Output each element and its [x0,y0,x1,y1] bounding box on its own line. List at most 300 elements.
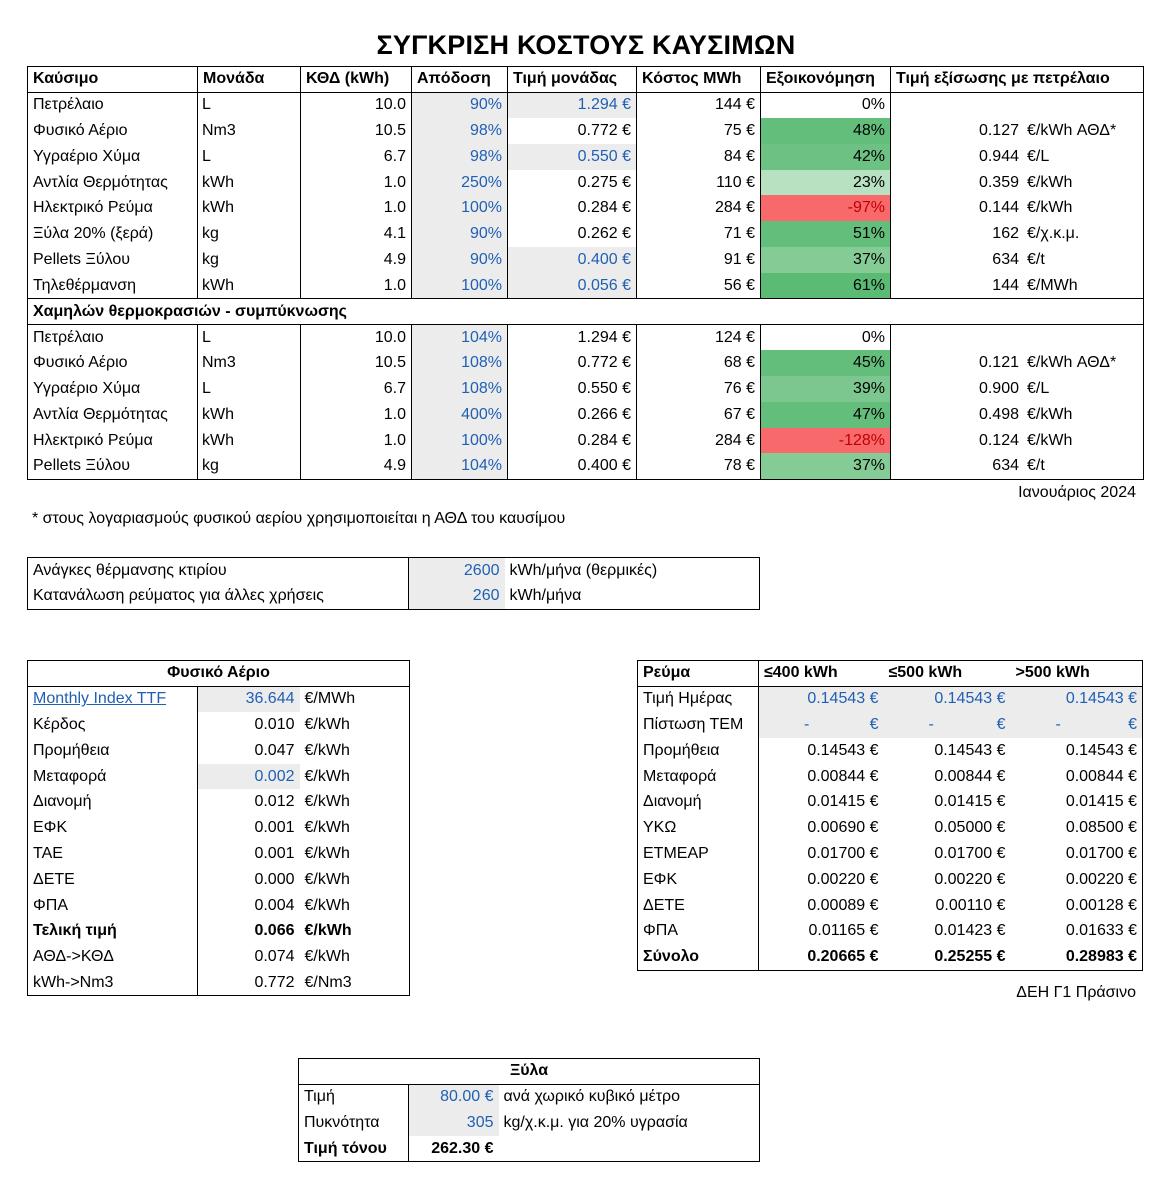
unit-price: 0.284 € [508,195,637,221]
wood-item-value[interactable]: 80.00 € [409,1084,499,1110]
column-header: Καύσιμο [28,67,198,93]
table-row [28,841,410,867]
table-row [28,712,410,738]
equivalent-unit: €/kWh ΑΘΔ* [1027,122,1117,140]
gas-item-unit: €/kWh [304,922,352,940]
elec-item-value: 0.01700 € [807,844,879,862]
equivalent-unit: €/t [1027,457,1045,475]
cost-per-mwh: 78 € [637,453,761,479]
gas-item-value: 0.001 [254,819,295,837]
elec-item-value: 0.01165 € [808,922,879,940]
elec-item-value: 0.01423 € [934,922,1006,940]
fuel-unit: kWh [198,170,301,196]
cost-per-mwh: 56 € [637,273,761,299]
needs-value-input[interactable]: 260 [409,583,505,609]
monthly-index-ttf-link[interactable]: Monthly Index TTF [33,690,167,708]
elec-item-value: 0.00110 € [935,896,1006,914]
elec-item-value: 0.00089 € [807,896,879,914]
calorific-value: 1.0 [301,428,412,454]
table-row [28,558,760,584]
savings-cell: 39% [761,376,891,402]
calorific-value: 1.0 [301,170,412,196]
elec-item-value[interactable]: 0.14543 € [884,686,1011,712]
efficiency-input[interactable]: 90% [412,92,508,118]
fuel-name: Πετρέλαιο [28,324,198,350]
efficiency-input[interactable]: 90% [412,247,508,273]
oil-equivalent-price [891,453,1144,479]
savings-cell: 23% [761,170,891,196]
elec-item-value: 0.14543 € [1065,741,1137,759]
elec-item-value[interactable] [1011,712,1143,738]
fuel-unit: kg [198,247,301,273]
gas-item-unit: €/kWh [304,819,350,837]
savings-cell: 0% [761,92,891,118]
equivalent-unit: €/kWh [1027,405,1073,423]
efficiency-input[interactable]: 250% [412,170,508,196]
table-row [638,712,1143,738]
cost-per-mwh: 91 € [637,247,761,273]
oil-equivalent-price [891,195,1144,221]
gas-item-unit: €/kWh [304,844,350,862]
equivalent-value: 144 [992,276,1019,294]
dash: - [928,715,934,733]
table-row [299,1136,760,1162]
table-row [28,764,410,790]
wood-item-value: 262.30 € [431,1139,494,1157]
wood-item-label: Τιμή τόνου [299,1136,409,1162]
table-row [28,92,1144,118]
calorific-value: 4.9 [301,247,412,273]
gas-item-unit: €/kWh [304,767,350,785]
wood-table-title: Ξύλα [299,1059,760,1085]
column-header: Μονάδα [198,67,301,93]
elec-item-value: 0.00128 € [1065,896,1137,914]
savings-cell: 0% [761,324,891,350]
table-row [638,815,1143,841]
wood-item-unit: kg/χ.κ.μ. για 20% υγρασία [503,1113,688,1131]
equivalent-value: 0.124 [978,431,1019,449]
savings-cell: 45% [761,350,891,376]
elec-item-value: 0.01415 € [807,793,879,811]
savings-cell: 42% [761,144,891,170]
oil-equivalent-price [891,376,1144,402]
table-row [638,789,1143,815]
dash: - [1055,715,1061,733]
fuel-name: Τηλεθέρμανση [28,273,198,299]
elec-item-value: 0.20665 € [807,947,879,965]
calorific-value: 6.7 [301,376,412,402]
cost-per-mwh: 68 € [637,350,761,376]
elec-item-value: 0.01700 € [1065,844,1137,862]
gas-item-value: 0.010 [254,715,295,733]
table-row [28,893,410,919]
needs-value-input[interactable]: 2600 [409,558,505,584]
equivalent-value: 0.359 [978,173,1019,191]
unit-price: 0.266 € [508,402,637,428]
gas-item-unit: €/kWh [304,948,350,966]
table-row [28,815,410,841]
fuel-name: Φυσικό Αέριο [28,118,198,144]
elec-item-value: 0.08500 € [1065,819,1137,837]
column-header: >500 kWh [1011,661,1143,687]
empty-euro-value [764,716,879,734]
elec-item-value: 0.00220 € [807,870,879,888]
fuel-unit: L [198,144,301,170]
oil-equivalent-price [891,324,1144,350]
oil-equivalent-price [891,92,1144,118]
gas-item-unit: €/Nm3 [304,973,352,991]
column-header: Ρεύμα [638,661,759,687]
gas-item-value: 0.772 [254,973,295,991]
table-row [28,453,1144,479]
fuel-comparison-table [27,66,1144,480]
fuel-name: Αντλία Θερμότητας [28,170,198,196]
cost-per-mwh: 75 € [637,118,761,144]
elec-item-value: 0.05000 € [934,819,1006,837]
wood-item-unit [499,1136,760,1162]
column-header: Κόστος MWh [637,67,761,93]
table-row [638,944,1143,970]
section-heading: Χαμηλών θερμοκρασιών - συμπύκνωσης [28,299,1144,325]
elec-item-value: 0.00220 € [1065,870,1137,888]
wood-item-value[interactable]: 305 [409,1110,499,1136]
fuel-unit: kg [198,453,301,479]
oil-equivalent-price [891,170,1144,196]
table-row [28,195,1144,221]
cost-per-mwh: 76 € [637,376,761,402]
table-row [28,867,410,893]
elec-item-label: Προμήθεια [638,738,759,764]
wood-item-label: Πυκνότητα [299,1110,409,1136]
unit-price[interactable]: 0.056 € [508,273,637,299]
gas-item-label: ΕΦΚ [28,815,198,841]
footnote: * στους λογαριασμούς φυσικού αερίου χρησιμοποιείται η ΑΘΔ του καυσίμου [32,510,566,527]
equivalent-value: 634 [992,251,1019,269]
elec-item-value: 0.00844 € [1065,767,1137,785]
oil-equivalent-price [891,350,1144,376]
table-row [638,918,1143,944]
gas-item-value: 0.012 [254,793,295,811]
table-row [299,1110,760,1136]
gas-item-label: Κέρδος [28,712,198,738]
fuel-unit: Nm3 [198,350,301,376]
fuel-unit: kWh [198,428,301,454]
table-row [28,428,1144,454]
euro-sign: € [1128,715,1137,733]
column-header: ≤500 kWh [884,661,1011,687]
wood-item-label: Τιμή [299,1084,409,1110]
gas-item-label: ΤΑΕ [28,841,198,867]
elec-item-value: 0.14543 € [934,741,1006,759]
calorific-value: 6.7 [301,144,412,170]
fuel-name: Ξύλα 20% (ξερά) [28,221,198,247]
oil-equivalent-price [891,221,1144,247]
equivalent-unit: €/t [1027,251,1045,269]
fuel-name: Αντλία Θερμότητας [28,402,198,428]
page-title: ΣΥΓΚΡΙΣΗ ΚΟΣΤΟΥΣ ΚΑΥΣΙΜΩΝ [376,30,796,60]
efficiency-input[interactable]: 100% [412,273,508,299]
fuel-name: Pellets Ξύλου [28,247,198,273]
efficiency-input[interactable]: 108% [412,350,508,376]
fuel-name: Υγραέριο Χύμα [28,144,198,170]
unit-price: 0.262 € [508,221,637,247]
elec-item-label: Πίστωση ΤΕΜ [638,712,759,738]
elec-item-value[interactable]: 0.14543 € [759,686,884,712]
fuel-unit: L [198,376,301,402]
unit-price: 0.772 € [508,350,637,376]
elec-item-value: 0.00844 € [934,767,1006,785]
gas-item-unit: €/kWh [304,896,350,914]
gas-item-value: 0.000 [254,870,295,888]
table-row [638,738,1143,764]
table-row [28,376,1144,402]
gas-item-label: ΔΕΤΕ [28,867,198,893]
table-row [28,247,1144,273]
table-row [28,944,410,970]
gas-item-unit: €/kWh [304,715,350,733]
unit-price[interactable]: 0.400 € [508,247,637,273]
calorific-value: 1.0 [301,402,412,428]
equivalent-value: 0.900 [978,380,1019,398]
table-row [28,583,760,609]
cost-per-mwh: 71 € [637,221,761,247]
equivalent-value: 0.144 [978,199,1019,217]
gas-item-label: Διανομή [28,789,198,815]
needs-label: Ανάγκες θέρμανσης κτιρίου [28,558,409,584]
table-row [28,918,410,944]
cost-per-mwh: 84 € [637,144,761,170]
table-row [28,273,1144,299]
fuel-unit: kWh [198,402,301,428]
natural-gas-table [27,660,410,996]
date-note: Ιανουάριος 2024 [1018,484,1136,501]
wood-table [298,1058,760,1162]
equivalent-unit: €/kWh [1027,199,1073,217]
gas-item-value: 0.074 [254,948,295,966]
fuel-unit: kWh [198,195,301,221]
equivalent-unit: €/MWh [1027,276,1078,294]
cost-per-mwh: 110 € [637,170,761,196]
table-row [638,686,1143,712]
gas-item-value: 0.001 [254,844,295,862]
elec-item-label: ΕΦΚ [638,867,759,893]
unit-price: 0.275 € [508,170,637,196]
efficiency-input[interactable]: 100% [412,195,508,221]
gas-item-label: Μεταφορά [28,764,198,790]
fuel-unit: kg [198,221,301,247]
calorific-value: 10.5 [301,118,412,144]
elec-item-value: 0.01415 € [1065,793,1137,811]
elec-item-value[interactable] [884,712,1011,738]
savings-cell: 37% [761,247,891,273]
equivalent-value: 0.498 [978,405,1019,423]
elec-item-label: Σύνολο [638,944,759,970]
efficiency-input[interactable]: 90% [412,221,508,247]
elec-item-value: 0.00844 € [807,767,879,785]
equivalent-value: 0.944 [978,147,1019,165]
efficiency-input[interactable]: 98% [412,118,508,144]
fuel-name: Υγραέριο Χύμα [28,376,198,402]
ttf-index-link[interactable] [28,686,198,712]
unit-price[interactable]: 1.294 € [508,92,637,118]
efficiency-input[interactable]: 104% [412,324,508,350]
table-row [28,789,410,815]
fuel-unit: L [198,92,301,118]
table-row [28,686,410,712]
provider-note: ΔΕΗ Γ1 Πράσινο [1016,984,1136,1001]
equivalent-unit: €/L [1027,147,1050,165]
efficiency-input[interactable]: 98% [412,144,508,170]
column-header: Τιμή μονάδας [508,67,637,93]
oil-equivalent-price [891,118,1144,144]
fuel-unit: kWh [198,273,301,299]
fuel-name: Ηλεκτρικό Ρεύμα [28,195,198,221]
cost-per-mwh: 124 € [637,324,761,350]
elec-item-value: 0.01700 € [934,844,1006,862]
equivalent-value: 162 [992,225,1019,243]
table-row [28,144,1144,170]
needs-unit: kWh/μήνα (θερμικές) [509,561,658,579]
table-row [28,324,1144,350]
fuel-unit: Nm3 [198,118,301,144]
table-row [28,221,1144,247]
elec-item-value: 0.28983 € [1065,947,1137,965]
savings-cell: 51% [761,221,891,247]
elec-item-value: 0.14543 € [807,741,879,759]
elec-item-label: ΕΤΜΕΑΡ [638,841,759,867]
calorific-value: 10.0 [301,92,412,118]
savings-cell: 61% [761,273,891,299]
savings-cell: 37% [761,453,891,479]
unit-price: 0.550 € [508,376,637,402]
calorific-value: 1.0 [301,273,412,299]
elec-item-label: ΦΠΑ [638,918,759,944]
unit-price: 0.772 € [508,118,637,144]
wood-item-unit: ανά χωρικό κυβικό μέτρο [503,1088,681,1106]
gas-item-label: ΦΠΑ [28,893,198,919]
table-row [28,170,1144,196]
table-row [638,764,1143,790]
table-row [28,970,410,996]
cost-per-mwh: 284 € [637,195,761,221]
column-header: Εξοικονόμηση [761,67,891,93]
elec-item-value: 0.00690 € [807,819,879,837]
elec-item-label: Διανομή [638,789,759,815]
gas-item-unit: €/MWh [304,690,356,708]
elec-item-label: Τιμή Ημέρας [638,686,759,712]
column-header: ΚΘΔ (kWh) [301,67,412,93]
efficiency-input[interactable]: 108% [412,376,508,402]
savings-cell: -128% [761,428,891,454]
gas-item-value: 0.066 [254,922,295,940]
calorific-value: 4.9 [301,453,412,479]
gas-item-value[interactable]: 36.644 [198,686,300,712]
unit-price[interactable]: 0.550 € [508,144,637,170]
unit-price: 0.400 € [508,453,637,479]
calorific-value: 10.5 [301,350,412,376]
gas-item-label: Τελική τιμή [28,918,198,944]
table-row [638,841,1143,867]
oil-equivalent-price [891,144,1144,170]
table-row [28,118,1144,144]
table-row [28,350,1144,376]
cost-per-mwh: 144 € [637,92,761,118]
savings-cell: 48% [761,118,891,144]
calorific-value: 10.0 [301,324,412,350]
gas-item-unit: €/kWh [304,870,350,888]
empty-euro-value [1016,716,1138,734]
gas-item-value[interactable]: 0.002 [198,764,300,790]
efficiency-input[interactable]: 400% [412,402,508,428]
gas-item-label: ΑΘΔ->ΚΘΔ [28,944,198,970]
column-header: Τιμή εξίσωσης με πετρέλαιο [891,67,1144,93]
efficiency-input[interactable]: 104% [412,453,508,479]
electricity-table [637,660,1143,971]
gas-item-label: Προμήθεια [28,738,198,764]
needs-unit: kWh/μήνα [509,586,582,604]
elec-item-value[interactable] [759,712,884,738]
elec-item-value: 0.01633 € [1065,922,1137,940]
elec-item-value[interactable]: 0.14543 € [1011,686,1143,712]
unit-price: 0.284 € [508,428,637,454]
table-row [638,893,1143,919]
elec-item-label: Μεταφορά [638,764,759,790]
cost-per-mwh: 67 € [637,402,761,428]
elec-item-value: 0.25255 € [934,947,1006,965]
empty-euro-value [889,716,1006,734]
equivalent-unit: €/kWh [1027,173,1073,191]
equivalent-unit: €/kWh ΑΘΔ* [1027,354,1117,372]
euro-sign: € [996,715,1006,733]
equivalent-value: 0.127 [978,122,1019,140]
oil-equivalent-price [891,428,1144,454]
heating-needs-table [27,557,760,610]
fuel-name: Ηλεκτρικό Ρεύμα [28,428,198,454]
cost-per-mwh: 284 € [637,428,761,454]
calorific-value: 4.1 [301,221,412,247]
fuel-name: Φυσικό Αέριο [28,350,198,376]
needs-label: Κατανάλωση ρεύματος για άλλες χρήσεις [28,583,409,609]
elec-item-label: ΔΕΤΕ [638,893,759,919]
oil-equivalent-price [891,273,1144,299]
table-row [638,867,1143,893]
table-row [28,402,1144,428]
gas-item-label: kWh->Nm3 [28,970,198,996]
gas-item-unit: €/kWh [304,741,350,759]
equivalent-value: 634 [992,457,1019,475]
gas-item-value: 0.047 [254,741,295,759]
table-row [28,738,410,764]
elec-item-value: 0.00220 € [934,870,1006,888]
efficiency-input[interactable]: 100% [412,428,508,454]
gas-item-unit: €/kWh [304,793,350,811]
equivalent-value: 0.121 [978,354,1019,372]
euro-sign: € [869,715,879,733]
column-header: ≤400 kWh [759,661,884,687]
table-row [299,1084,760,1110]
fuel-unit: L [198,324,301,350]
gas-table-title: Φυσικό Αέριο [28,661,410,687]
equivalent-unit: €/L [1027,380,1050,398]
section-row [28,299,1144,325]
savings-cell: 47% [761,402,891,428]
fuel-name: Πετρέλαιο [28,92,198,118]
calorific-value: 1.0 [301,195,412,221]
column-header: Απόδοση [412,67,508,93]
elec-item-label: ΥΚΩ [638,815,759,841]
elec-item-value: 0.01415 € [934,793,1006,811]
unit-price: 1.294 € [508,324,637,350]
